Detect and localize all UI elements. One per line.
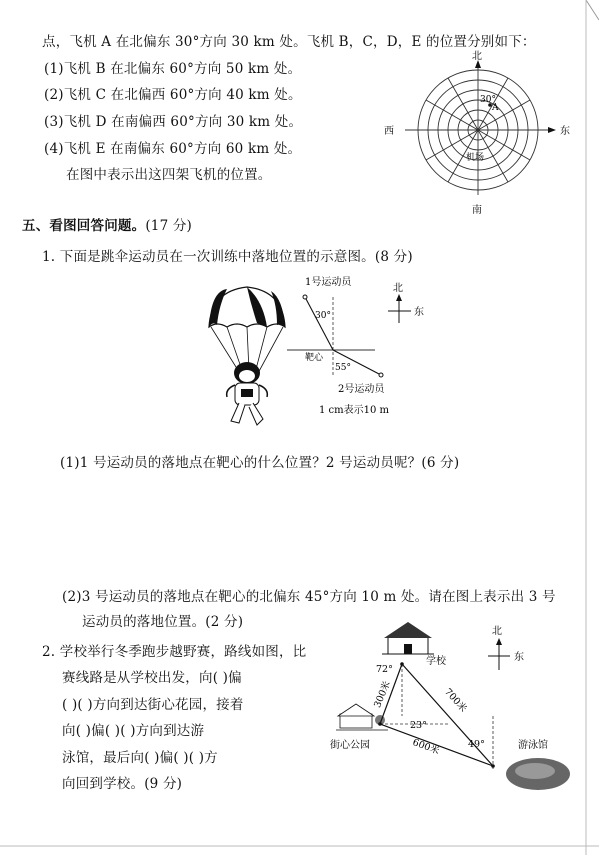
intro-item-b: (1)飞机 B 在北偏东 60°方向 50 km 处。 bbox=[44, 61, 302, 77]
intro-item-c: (2)飞机 C 在北偏西 60°方向 40 km 处。 bbox=[44, 87, 302, 103]
label-target-center: 靶心 bbox=[305, 353, 324, 363]
label-distance-700: 700米 bbox=[442, 686, 469, 715]
intro-item-d: (3)飞机 D 在南偏西 60°方向 30 km 处。 bbox=[44, 114, 303, 130]
label-garden: 街心公园 bbox=[330, 740, 370, 751]
parachutist-illustration bbox=[205, 285, 290, 430]
intro-line: 点，飞机 A 在北偏东 30°方向 30 km 处。飞机 B，C，D，E 的位置分别如下： bbox=[42, 34, 536, 50]
radar-south: 南 bbox=[472, 205, 482, 215]
label-pool: 游泳馆 bbox=[518, 740, 548, 751]
label-angle-55: 55° bbox=[335, 363, 351, 373]
section-heading bbox=[22, 214, 192, 234]
label-jumper-1: 1号运动员 bbox=[305, 277, 352, 288]
q2-line-2: 赛线路是从学校出发，向( )偏 bbox=[62, 670, 242, 686]
label-scale: 1 cm表示10 m bbox=[319, 405, 390, 416]
radar-north: 北 bbox=[472, 51, 482, 62]
school-icon bbox=[382, 622, 434, 654]
q2-line-1: 2. 学校举行冬季跑步越野赛，路线如图，比 bbox=[42, 644, 307, 660]
label-east: 东 bbox=[414, 307, 424, 318]
label-north: 北 bbox=[393, 283, 403, 294]
intro-item-e: (4)飞机 E 在南偏东 60°方向 60 km 处。 bbox=[44, 141, 302, 157]
label-angle-49: 49° bbox=[468, 739, 485, 750]
radar-east: 东 bbox=[560, 126, 570, 137]
section-score: (17 分) bbox=[145, 218, 193, 234]
label-angle-72: 72° bbox=[376, 664, 393, 675]
landing-diagram bbox=[283, 275, 453, 425]
intro-task: 在图中表示出这四架飞机的位置。 bbox=[66, 167, 272, 183]
label-angle-23: 23° bbox=[410, 720, 427, 731]
label-east: 东 bbox=[514, 652, 524, 663]
label-school: 学校 bbox=[426, 656, 446, 667]
radar-diagram bbox=[370, 50, 580, 215]
q1-sub2-line2: 运动员的落地位置。(2 分) bbox=[82, 614, 244, 630]
label-distance-600: 600米 bbox=[411, 737, 441, 757]
q2-line-4: 向( )偏( )( )方向到达游 bbox=[62, 723, 205, 739]
q2-line-5: 泳馆，最后向( )偏( )( )方 bbox=[62, 750, 218, 766]
radar-west: 西 bbox=[384, 126, 394, 137]
route-diagram bbox=[330, 616, 585, 806]
q2-line-6: 向回到学校。(9 分) bbox=[62, 776, 183, 792]
q1-text: 1. 下面是跳伞运动员在一次训练中落地位置的示意图。(8 分) bbox=[42, 249, 413, 265]
radar-center-label: 机场 bbox=[466, 153, 485, 163]
q1-sub1: (1)1 号运动员的落地点在靶心的什么位置？2 号运动员呢？(6 分) bbox=[60, 455, 460, 471]
label-angle-30: 30° bbox=[315, 311, 331, 321]
pool-icon bbox=[506, 758, 570, 790]
q2-line-3: ( )( )方向到达街心花园，接着 bbox=[62, 697, 244, 713]
section-title: 五、看图回答问题。 bbox=[22, 218, 146, 234]
label-north: 北 bbox=[492, 626, 502, 637]
label-distance-300: 300米 bbox=[372, 679, 393, 710]
q1-sub2-line1: (2)3 号运动员的落地点在靶心的北偏东 45°方向 10 m 处。请在图上表示出 3 号 bbox=[62, 589, 556, 605]
label-jumper-2: 2号运动员 bbox=[338, 384, 385, 395]
radar-angle: 30° bbox=[480, 95, 496, 105]
radar-mark-a: A bbox=[492, 103, 499, 113]
